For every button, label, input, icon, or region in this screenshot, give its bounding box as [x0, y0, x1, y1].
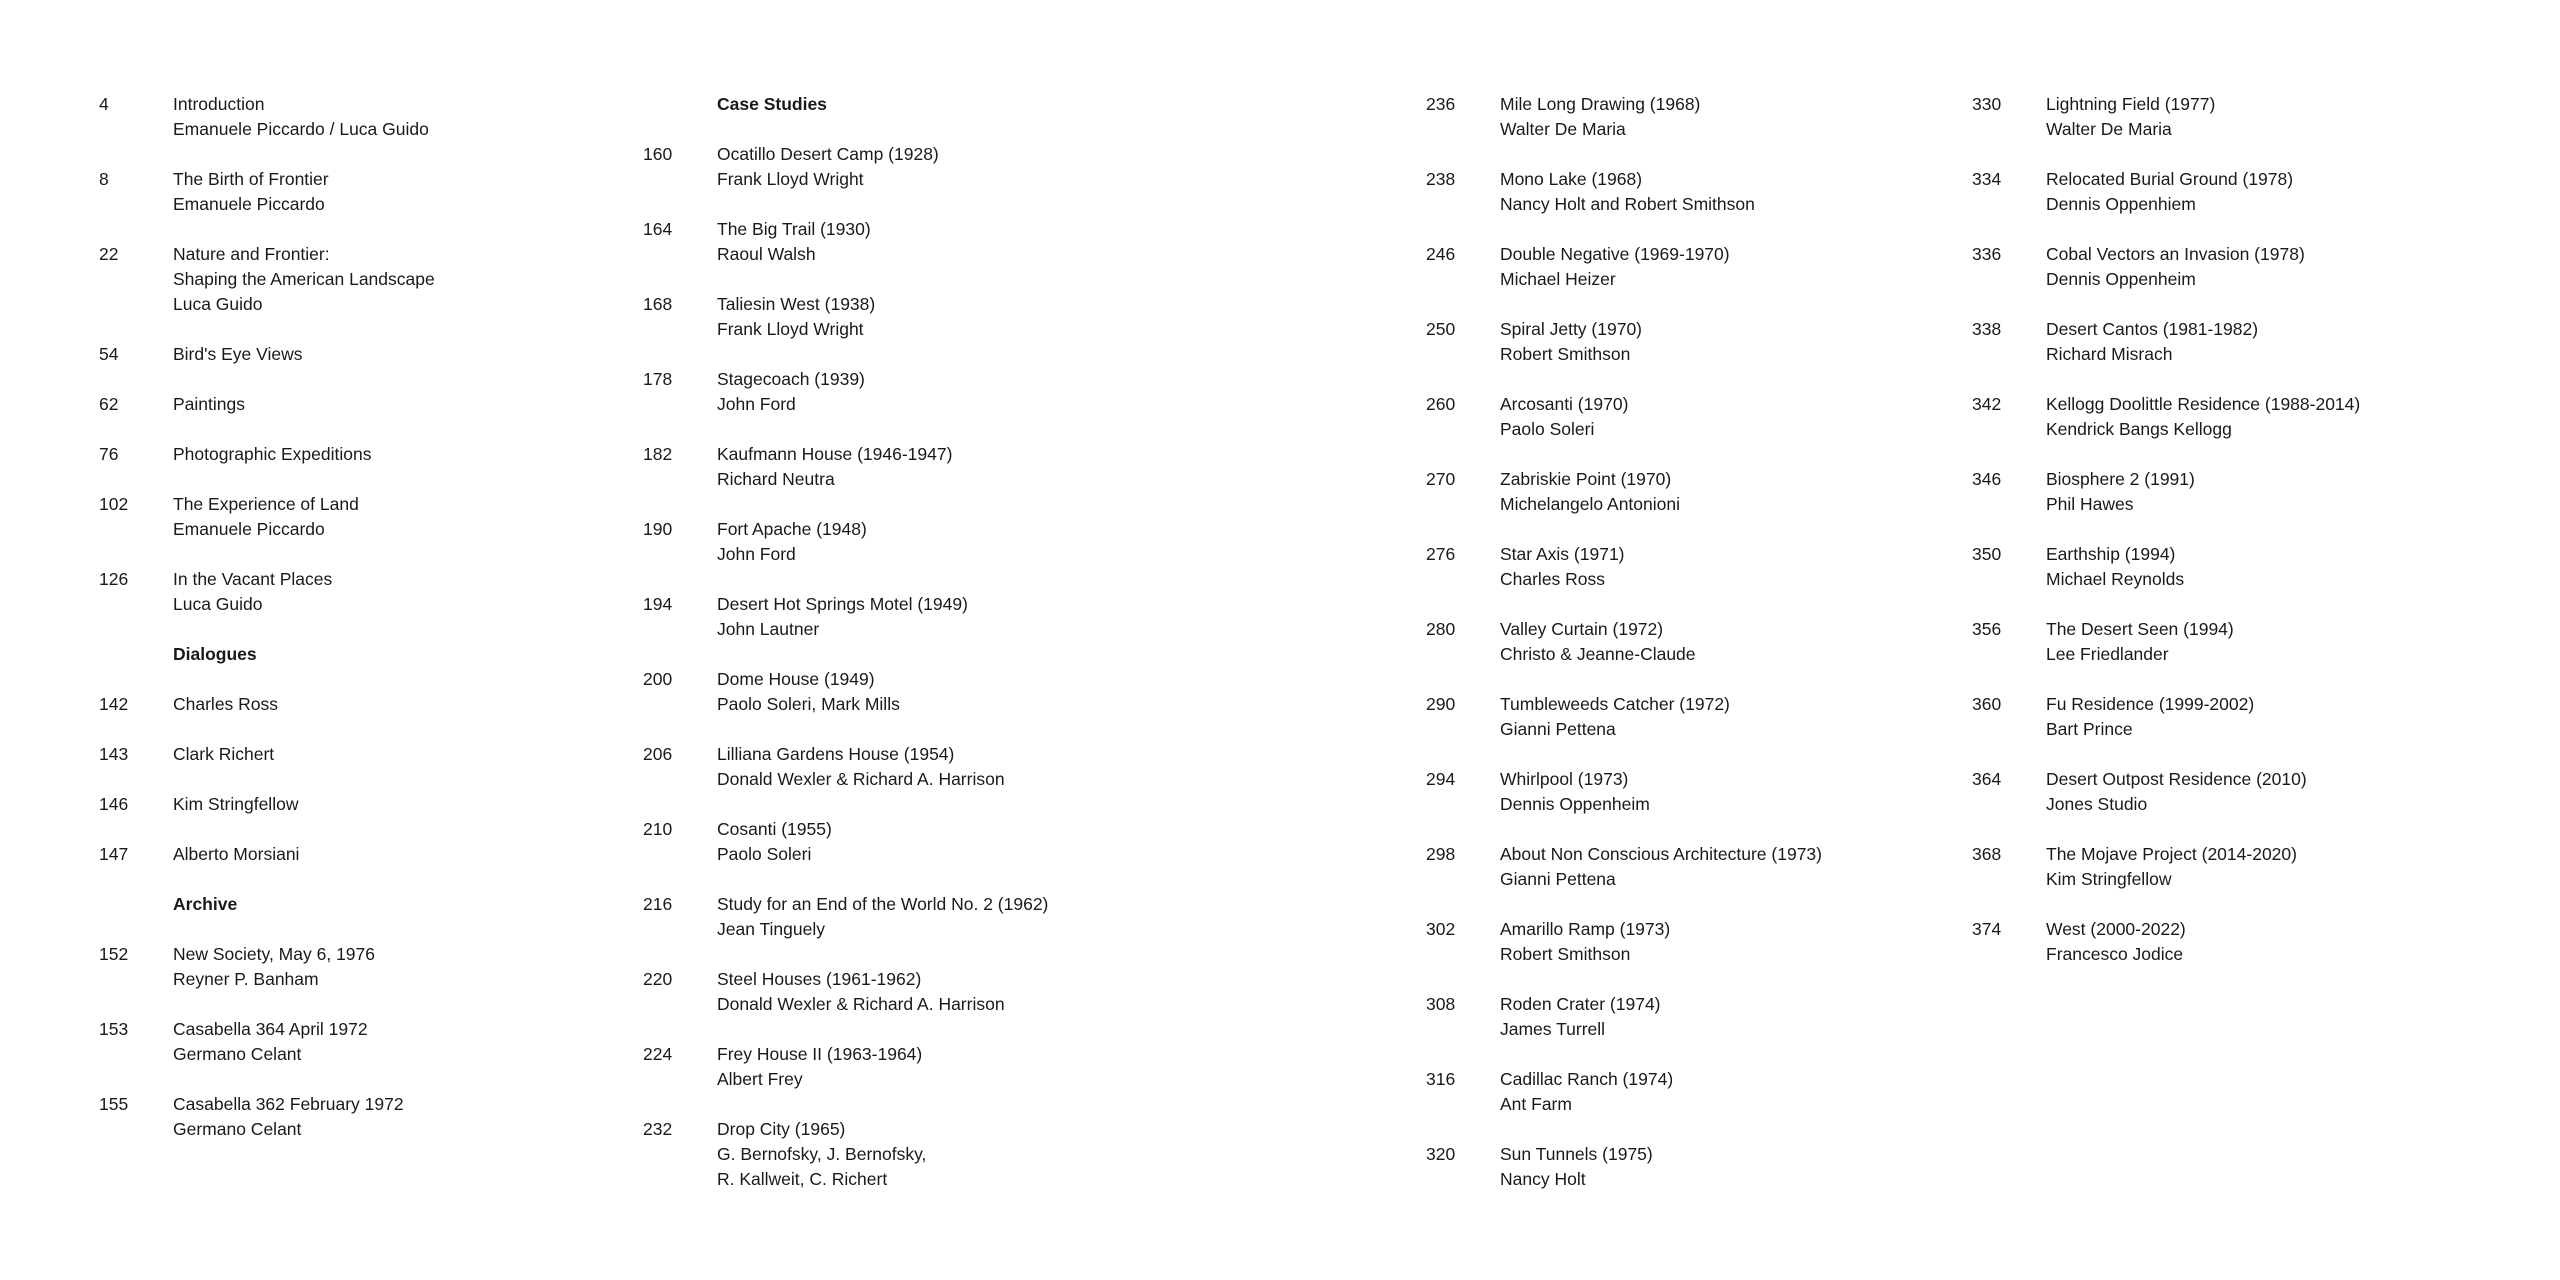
page-number: 102 [99, 494, 129, 514]
toc-entry [1426, 842, 1822, 892]
page-number: 280 [1426, 619, 1456, 639]
entry-title: Clark Richert [173, 744, 275, 764]
entry-title: Nature and Frontier: [173, 244, 330, 264]
entry-title: Fort Apache (1948) [717, 519, 867, 539]
page-number: 190 [643, 519, 673, 539]
entry-author: Walter De Maria [2046, 119, 2172, 139]
page-number: 298 [1426, 844, 1456, 864]
entry-title: Steel Houses (1961-1962) [717, 969, 922, 989]
page-number: 142 [99, 694, 129, 714]
entry-author: Dennis Oppenheim [2046, 269, 2196, 289]
page-number: 143 [99, 744, 129, 764]
page-number: 220 [643, 969, 673, 989]
toc-column-2 [643, 92, 1048, 1217]
page-number: 76 [99, 444, 119, 464]
toc-entry [1972, 617, 2360, 667]
entry-author: R. Kallweit, C. Richert [717, 1169, 888, 1189]
entry-author: Paolo Soleri [1500, 419, 1595, 439]
section-heading: Archive [173, 894, 238, 914]
page-number: 236 [1426, 94, 1456, 114]
entry-title: Kaufmann House (1946-1947) [717, 444, 953, 464]
entry-author: Michelangelo Antonioni [1500, 494, 1680, 514]
entry-author: Richard Misrach [2046, 344, 2173, 364]
entry-author: Frank Lloyd Wright [717, 169, 864, 189]
page-number: 160 [643, 144, 673, 164]
toc-entry [1426, 692, 1822, 742]
page-number: 146 [99, 794, 129, 814]
toc-entry [1426, 767, 1822, 817]
page-number: 147 [99, 844, 129, 864]
entry-title: Biosphere 2 (1991) [2046, 469, 2195, 489]
entry-title: Sun Tunnels (1975) [1500, 1144, 1653, 1164]
entry-title: Cobal Vectors an Invasion (1978) [2046, 244, 2305, 264]
entry-title: Arcosanti (1970) [1500, 394, 1629, 414]
toc-entry [1426, 92, 1822, 142]
entry-title: Zabriskie Point (1970) [1500, 469, 1672, 489]
toc-entry [1426, 242, 1822, 292]
entry-author: Nancy Holt and Robert Smithson [1500, 194, 1755, 214]
page-number: 182 [643, 444, 673, 464]
toc-entry [99, 492, 435, 542]
page-number: 320 [1426, 1144, 1456, 1164]
entry-author: Paolo Soleri [717, 844, 812, 864]
toc-entry [1426, 392, 1822, 442]
page-number: 224 [643, 1044, 673, 1064]
toc-entry [643, 442, 1048, 492]
toc-column-3 [1426, 92, 1822, 1217]
entry-title: Study for an End of the World No. 2 (1962) [717, 894, 1049, 914]
entry-title: Relocated Burial Ground (1978) [2046, 169, 2294, 189]
entry-title: Fu Residence (1999-2002) [2046, 694, 2255, 714]
toc-entry [1426, 917, 1822, 967]
toc-entry [643, 1042, 1048, 1092]
page-number: 194 [643, 594, 673, 614]
entry-title: Double Negative (1969-1970) [1500, 244, 1730, 264]
toc-entry [1972, 467, 2360, 517]
toc-entry [643, 292, 1048, 342]
entry-author: Jean Tinguely [717, 919, 825, 939]
toc-entry [1426, 467, 1822, 517]
entry-title: Spiral Jetty (1970) [1500, 319, 1643, 339]
entry-author: Dennis Oppenheim [1500, 794, 1650, 814]
entry-author: John Ford [717, 394, 796, 414]
toc-entry [1972, 92, 2360, 142]
page-number: 290 [1426, 694, 1456, 714]
entry-title: Desert Outpost Residence (2010) [2046, 769, 2307, 789]
toc-entry [99, 167, 435, 217]
toc-entry [1426, 617, 1822, 667]
toc-entry [99, 942, 435, 992]
page-number: 374 [1972, 919, 2002, 939]
entry-author: Dennis Oppenhiem [2046, 194, 2196, 214]
toc-entry [1972, 242, 2360, 292]
toc-entry [1972, 392, 2360, 442]
entry-title: Bird's Eye Views [173, 344, 303, 364]
entry-author: Charles Ross [1500, 569, 1606, 589]
entry-author: Emanuele Piccardo [173, 194, 325, 214]
entry-title: Amarillo Ramp (1973) [1500, 919, 1671, 939]
page-number: 126 [99, 569, 129, 589]
toc-entry [99, 242, 435, 317]
entry-author: Reyner P. Banham [173, 969, 319, 989]
page-number: 206 [643, 744, 673, 764]
toc-entry [99, 567, 435, 617]
entry-author: Frank Lloyd Wright [717, 319, 864, 339]
entry-author: Donald Wexler & Richard A. Harrison [717, 769, 1005, 789]
section-heading: Dialogues [173, 644, 257, 664]
toc-entry [1972, 842, 2360, 892]
entry-title: Mile Long Drawing (1968) [1500, 94, 1701, 114]
entry-title: New Society, May 6, 1976 [173, 944, 375, 964]
entry-title: Valley Curtain (1972) [1500, 619, 1664, 639]
page-number: 54 [99, 344, 119, 364]
toc-entry [1972, 767, 2360, 817]
page-number: 164 [643, 219, 673, 239]
entry-title: Desert Hot Springs Motel (1949) [717, 594, 968, 614]
page-number: 338 [1972, 319, 2002, 339]
entry-title: Frey House II (1963-1964) [717, 1044, 923, 1064]
page-number: 153 [99, 1019, 129, 1039]
page-number: 22 [99, 244, 119, 264]
entry-title: The Birth of Frontier [173, 169, 329, 189]
page-number: 246 [1426, 244, 1456, 264]
entry-title: Dome House (1949) [717, 669, 875, 689]
toc-entry [1972, 167, 2360, 217]
page-number: 152 [99, 944, 129, 964]
page-number: 178 [643, 369, 673, 389]
toc-entry [99, 92, 435, 142]
toc-entry [643, 967, 1048, 1017]
entry-author: Christo & Jeanne-Claude [1500, 644, 1696, 664]
entry-title: Tumbleweeds Catcher (1972) [1500, 694, 1730, 714]
toc-entry [1426, 1142, 1822, 1192]
entry-author: Luca Guido [173, 294, 263, 314]
toc-entry [1426, 167, 1822, 217]
toc-entry [99, 842, 435, 867]
page-number: 232 [643, 1119, 673, 1139]
page-number: 308 [1426, 994, 1456, 1014]
toc-entry [99, 342, 435, 367]
entry-author: Albert Frey [717, 1069, 803, 1089]
toc-column-1 [99, 92, 435, 1167]
entry-author: Kim Stringfellow [2046, 869, 2172, 889]
toc-entry [99, 1017, 435, 1067]
entry-author: Phil Hawes [2046, 494, 2134, 514]
entry-author: James Turrell [1500, 1019, 1606, 1039]
page-number: 364 [1972, 769, 2002, 789]
entry-title: Taliesin West (1938) [717, 294, 876, 314]
toc-entry [643, 517, 1048, 567]
page-number: 62 [99, 394, 119, 414]
entry-title: Desert Cantos (1981-1982) [2046, 319, 2259, 339]
toc-entry [643, 817, 1048, 867]
toc-column-4 [1972, 92, 2360, 992]
page-number: 168 [643, 294, 673, 314]
entry-author: Richard Neutra [717, 469, 835, 489]
page-number: 350 [1972, 544, 2002, 564]
entry-title: Kellogg Doolittle Residence (1988-2014) [2046, 394, 2361, 414]
page-number: 294 [1426, 769, 1456, 789]
toc-entry [1426, 317, 1822, 367]
page-number: 330 [1972, 94, 2002, 114]
page-number: 238 [1426, 169, 1456, 189]
page-number: 360 [1972, 694, 2002, 714]
entry-author: Paolo Soleri, Mark Mills [717, 694, 900, 714]
page-number: 270 [1426, 469, 1456, 489]
entry-title: Lilliana Gardens House (1954) [717, 744, 955, 764]
toc-entry [99, 1092, 435, 1142]
page-number: 368 [1972, 844, 2002, 864]
page-number: 302 [1426, 919, 1456, 939]
entry-author: Robert Smithson [1500, 944, 1631, 964]
entry-author: Robert Smithson [1500, 344, 1631, 364]
entry-author: Bart Prince [2046, 719, 2133, 739]
entry-author: Emanuele Piccardo / Luca Guido [173, 119, 429, 139]
entry-author: Michael Reynolds [2046, 569, 2185, 589]
entry-author: Nancy Holt [1500, 1169, 1586, 1189]
page-number: 356 [1972, 619, 2002, 639]
toc-entry [99, 742, 435, 767]
entry-title: Ocatillo Desert Camp (1928) [717, 144, 939, 164]
entry-title: Cadillac Ranch (1974) [1500, 1069, 1674, 1089]
entry-title: The Experience of Land [173, 494, 359, 514]
entry-author: John Lautner [717, 619, 820, 639]
entry-title: Introduction [173, 94, 265, 114]
toc-entry [643, 892, 1048, 942]
entry-title: Charles Ross [173, 694, 279, 714]
toc-entry [99, 392, 435, 417]
entry-author: Michael Heizer [1500, 269, 1616, 289]
entry-title: Kim Stringfellow [173, 794, 299, 814]
section-heading: Case Studies [717, 94, 827, 114]
toc-entry [1972, 692, 2360, 742]
entry-author: Lee Friedlander [2046, 644, 2169, 664]
entry-author: Raoul Walsh [717, 244, 816, 264]
entry-title: Earthship (1994) [2046, 544, 2176, 564]
entry-title: Alberto Morsiani [173, 844, 300, 864]
toc-entry [1426, 1067, 1822, 1117]
entry-title: West (2000-2022) [2046, 919, 2186, 939]
entry-author: Walter De Maria [1500, 119, 1626, 139]
page-number: 346 [1972, 469, 2002, 489]
entry-title: Stagecoach (1939) [717, 369, 865, 389]
entry-title: Casabella 364 April 1972 [173, 1019, 368, 1039]
page-number: 210 [643, 819, 673, 839]
entry-title: The Desert Seen (1994) [2046, 619, 2234, 639]
page-number: 260 [1426, 394, 1456, 414]
entry-author: G. Bernofsky, J. Bernofsky, [717, 1144, 927, 1164]
toc-entry [1426, 542, 1822, 592]
entry-author: Emanuele Piccardo [173, 519, 325, 539]
entry-title: Whirlpool (1973) [1500, 769, 1629, 789]
entry-author: John Ford [717, 544, 796, 564]
page-number: 4 [99, 94, 109, 114]
toc-entry [643, 217, 1048, 267]
entry-author: Germano Celant [173, 1044, 302, 1064]
toc-entry [99, 692, 435, 717]
entry-title: Casabella 362 February 1972 [173, 1094, 404, 1114]
toc-entry [1426, 992, 1822, 1042]
toc-entry [99, 792, 435, 817]
entry-author: Germano Celant [173, 1119, 302, 1139]
page-number: 316 [1426, 1069, 1456, 1089]
entry-title: The Mojave Project (2014-2020) [2046, 844, 2297, 864]
entry-title: Cosanti (1955) [717, 819, 832, 839]
entry-author: Luca Guido [173, 594, 263, 614]
entry-title: Roden Crater (1974) [1500, 994, 1661, 1014]
toc-entry [643, 667, 1048, 717]
entry-title: Photographic Expeditions [173, 444, 372, 464]
entry-author: Ant Farm [1500, 1094, 1572, 1114]
entry-author: Shaping the American Landscape [173, 269, 435, 289]
entry-title: Drop City (1965) [717, 1119, 846, 1139]
entry-author: Gianni Pettena [1500, 719, 1616, 739]
page-number: 8 [99, 169, 109, 189]
entry-author: Gianni Pettena [1500, 869, 1616, 889]
entry-title: About Non Conscious Architecture (1973) [1500, 844, 1822, 864]
page-number: 200 [643, 669, 673, 689]
page-number: 334 [1972, 169, 2002, 189]
page-number: 250 [1426, 319, 1456, 339]
toc-entry [643, 1117, 1048, 1192]
page-number: 342 [1972, 394, 2002, 414]
page-number: 276 [1426, 544, 1456, 564]
toc-entry [1972, 917, 2360, 967]
entry-title: Paintings [173, 394, 245, 414]
page-number: 155 [99, 1094, 129, 1114]
toc-entry [99, 442, 435, 467]
toc-entry [643, 742, 1048, 792]
page-number: 216 [643, 894, 673, 914]
toc-entry [643, 367, 1048, 417]
toc-entry [643, 592, 1048, 642]
entry-title: The Big Trail (1930) [717, 219, 871, 239]
entry-author: Kendrick Bangs Kellogg [2046, 419, 2232, 439]
entry-author: Donald Wexler & Richard A. Harrison [717, 994, 1005, 1014]
entry-author: Jones Studio [2046, 794, 2148, 814]
entry-author: Francesco Jodice [2046, 944, 2184, 964]
entry-title: Lightning Field (1977) [2046, 94, 2216, 114]
toc-entry [1972, 542, 2360, 592]
toc-entry [1972, 317, 2360, 367]
entry-title: Mono Lake (1968) [1500, 169, 1643, 189]
entry-title: Star Axis (1971) [1500, 544, 1625, 564]
entry-title: In the Vacant Places [173, 569, 333, 589]
toc-entry [643, 142, 1048, 192]
page-number: 336 [1972, 244, 2002, 264]
